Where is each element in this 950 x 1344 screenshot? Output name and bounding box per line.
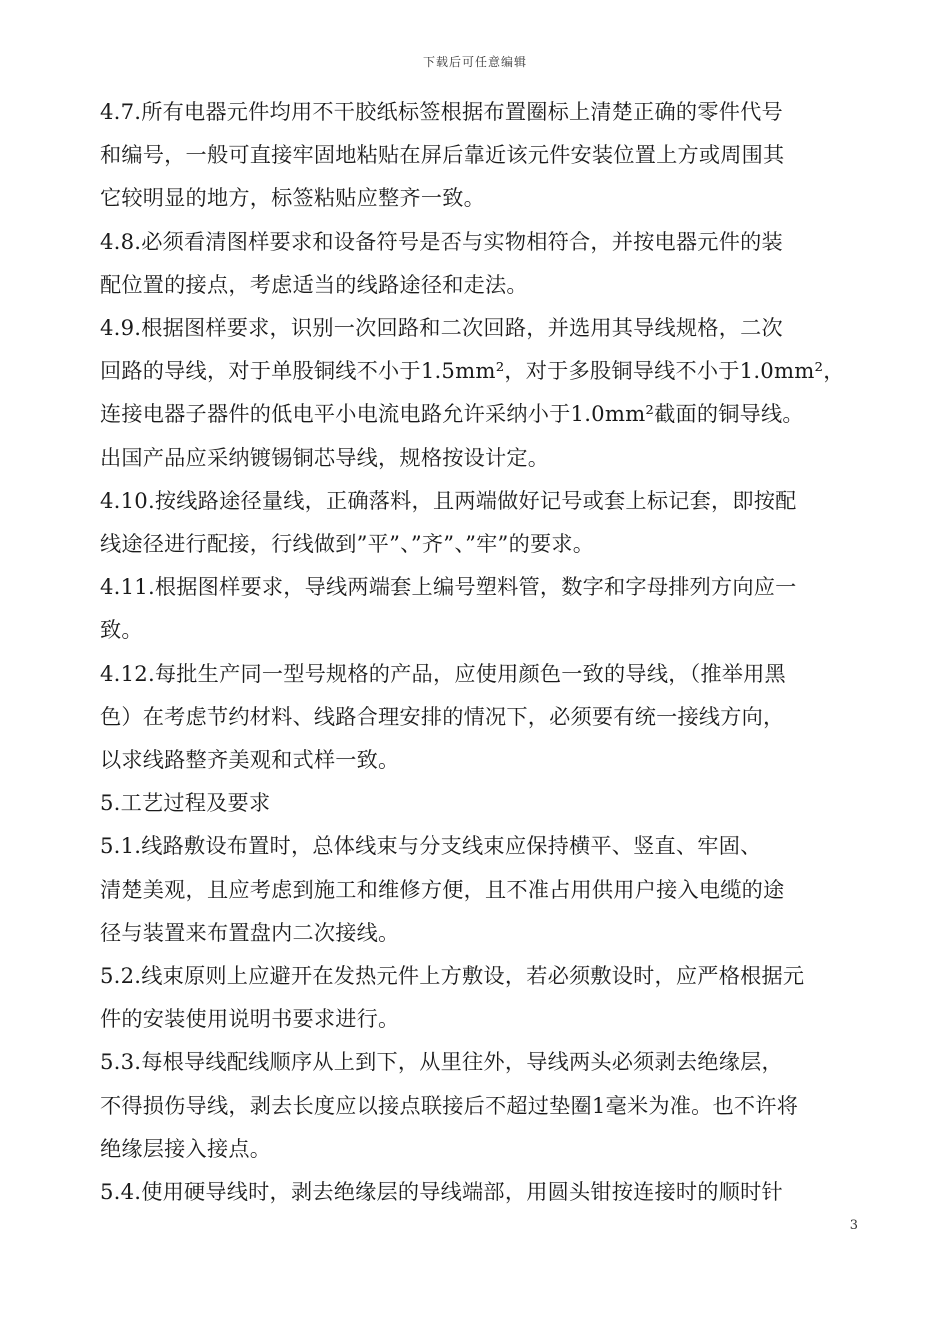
- paragraph-4-12: [100, 652, 865, 782]
- text-line: 4.8.必须看清图样要求和设备符号是否与实物相符合，并按电器元件的装: [100, 228, 783, 254]
- text-line: 径与装置来布置盘内二次接线。: [100, 919, 400, 945]
- section-heading-5: [100, 781, 865, 824]
- text-line: 出国产品应采纳镀锡铜芯导线，规格按设计定。: [100, 444, 550, 470]
- text-line: 4.11.根据图样要求，导线两端套上编号塑料管，数字和字母排列方向应一: [100, 574, 797, 600]
- text-line: 绝缘层接入接点。: [100, 1135, 272, 1161]
- text-line: 色）在考虑节约材料、线路合理安排的情况下，必须要有统一接线方向，: [100, 703, 785, 729]
- text-line: 件的安装使用说明书要求进行。: [100, 1006, 400, 1032]
- text-line: 4.12.每批生产同一型号规格的产品，应使用颜色一致的导线，（推举用黑: [100, 660, 786, 686]
- paragraph-4-8: [100, 220, 865, 306]
- text-line: 它较明显的地方，标签粘贴应整齐一致。: [100, 185, 485, 211]
- page-number: 3: [849, 1218, 858, 1233]
- text-line: 线途径进行配接，行线做到”平”、”齐”、”牢”的要求。: [100, 531, 595, 557]
- paragraph-5-3: [100, 1040, 865, 1170]
- text-line: 5.3.每根导线配线顺序从上到下，从里往外，导线两头必须剥去绝缘层，: [100, 1049, 783, 1075]
- paragraph-5-1: [100, 824, 865, 954]
- text-line: 5.工艺过程及要求: [100, 790, 271, 816]
- text-line: 连接电器子器件的低电平小电流电路允许采纳小于1.0mm²截面的铜导线。: [100, 401, 804, 427]
- text-line: 回路的导线，对于单股铜线不小于1.5mm²，对于多股铜导线不小于1.0mm²，: [100, 358, 845, 384]
- paragraph-5-4: [100, 1170, 865, 1213]
- page-header: 下载后可任意编辑: [422, 55, 527, 69]
- text-line: 以求线路整齐美观和式样一致。: [100, 747, 400, 773]
- text-line: 不得损伤导线，剥去长度应以接点联接后不超过垫圈1毫米为准。也不许将: [100, 1092, 799, 1118]
- paragraph-4-11: [100, 565, 865, 651]
- text-line: 清楚美观，且应考虑到施工和维修方便，且不准占用供用户接入电缆的途: [100, 876, 785, 902]
- text-line: 4.7.所有电器元件均用不干胶纸标签根据布置圈标上清楚正确的零件代号: [100, 99, 783, 124]
- text-line: 5.2.线束原则上应避开在发热元件上方敷设，若必须敷设时，应严格根据元: [100, 963, 805, 989]
- text-line: 5.1.线路敷设布置时，总体线束与分支线束应保持横平、竖直、牢固、: [100, 833, 762, 859]
- text-line: 和编号，一般可直接牢固地粘贴在屏后靠近该元件安装位置上方或周围其: [100, 142, 785, 168]
- text-line: 4.9.根据图样要求，识别一次回路和二次回路，并选用其导线规格，二次: [100, 315, 783, 341]
- paragraph-4-10: [100, 479, 865, 565]
- document-body: [100, 90, 865, 1213]
- text-line: 4.10.按线路途径量线，正确落料，且两端做好记号或套上标记套，即按配: [100, 487, 797, 513]
- text-line: 5.4.使用硬导线时，剥去绝缘层的导线端部，用圆头钳按连接时的顺时针: [100, 1179, 783, 1205]
- text-line: 配位置的接点，考虑适当的线路途径和走法。: [100, 271, 528, 297]
- paragraph-4-9: [100, 306, 865, 479]
- text-line: 致。: [100, 617, 143, 643]
- paragraph-4-7: [100, 90, 865, 220]
- paragraph-5-2: [100, 954, 865, 1040]
